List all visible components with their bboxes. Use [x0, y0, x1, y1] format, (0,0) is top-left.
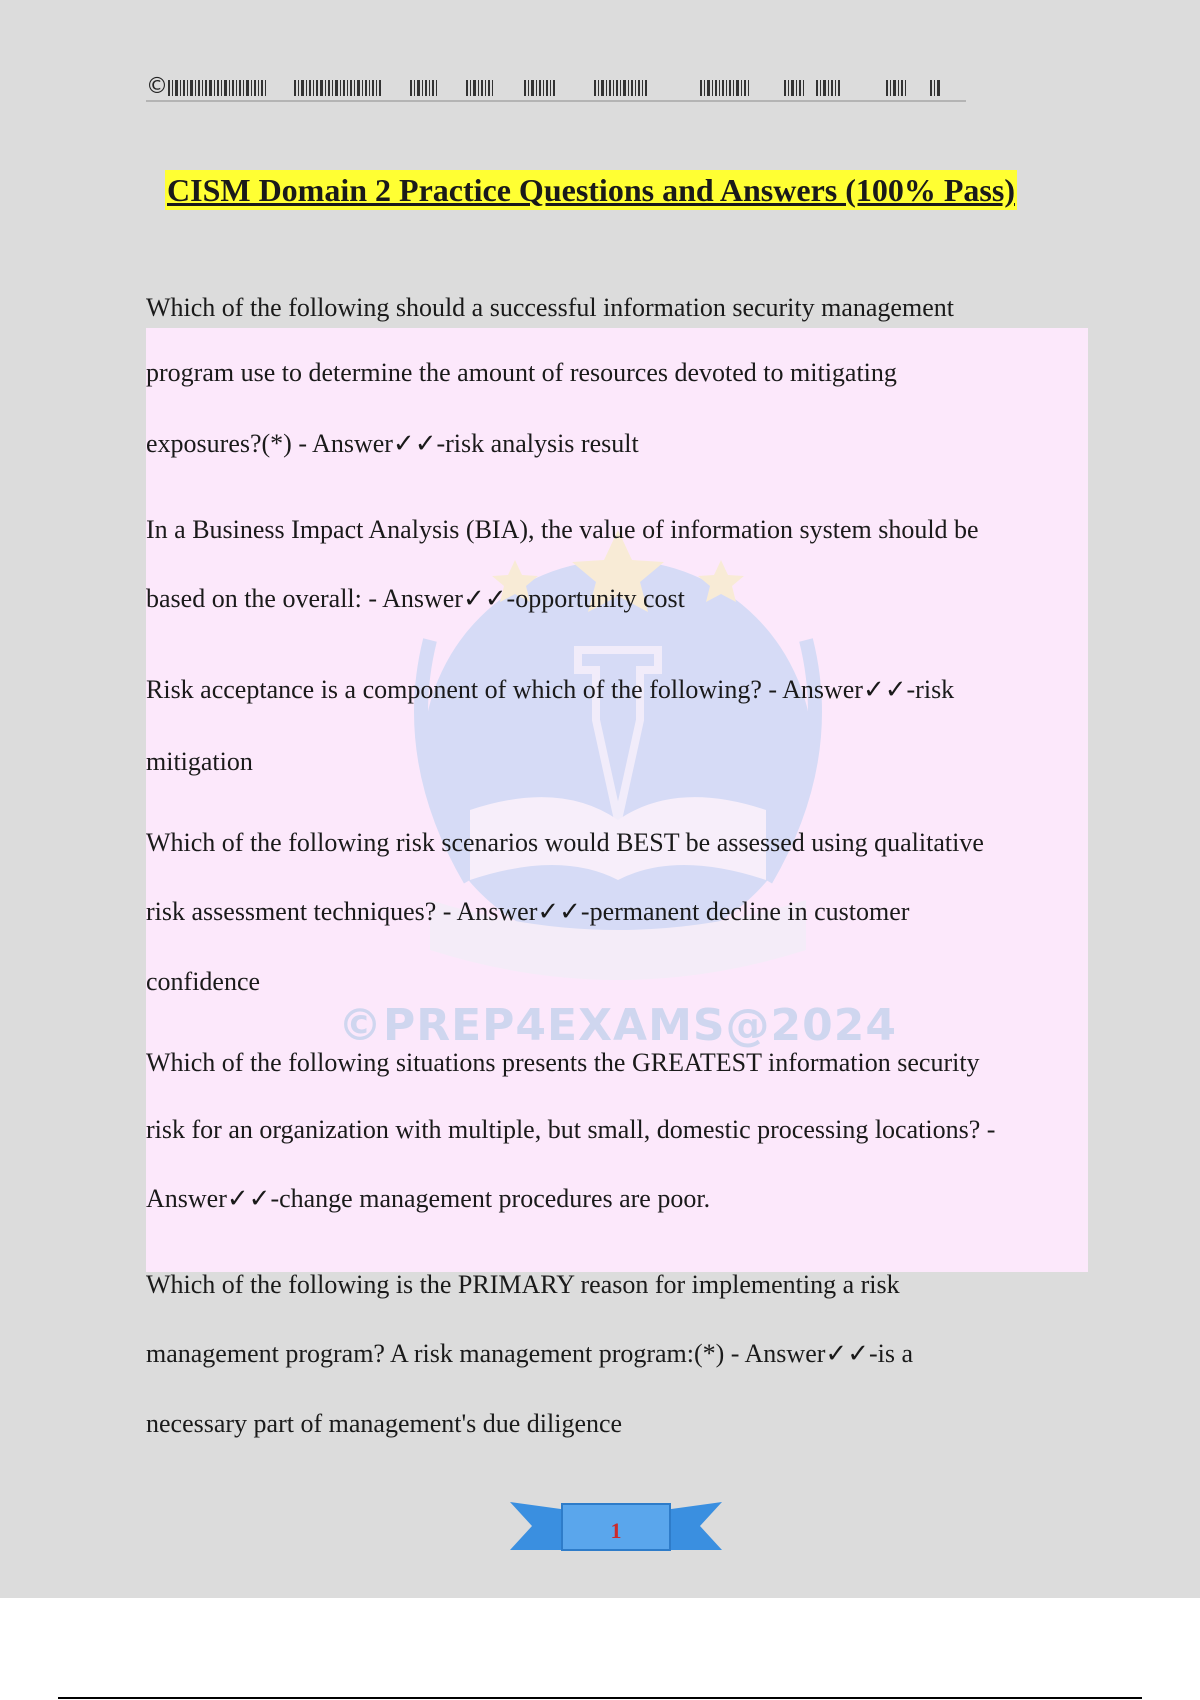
qa-line: Which of the following risk scenarios would BEST be assessed using qualitative	[146, 828, 984, 857]
qa-line: program use to determine the amount of resources devoted to mitigating	[146, 358, 897, 387]
qa-line: mitigation	[146, 747, 253, 776]
footer-divider	[58, 1697, 1142, 1699]
qa-line: necessary part of management's due diligence	[146, 1409, 623, 1438]
qa-line: In a Business Impact Analysis (BIA), the value of information system should be	[146, 515, 979, 544]
qa-line: Answer✓✓-change management procedures are poor.	[146, 1184, 711, 1213]
qa-line: based on the overall: - Answer✓✓-opportunity cost	[146, 584, 685, 613]
page-number: 1	[610, 1518, 622, 1543]
qa-line: confidence	[146, 967, 261, 996]
qa-line: Risk acceptance is a component of which of the following? - Answer✓✓-risk	[146, 675, 955, 704]
qa-line: exposures?(*) - Answer✓✓-risk analysis result	[146, 429, 639, 458]
page-title: CISM Domain 2 Practice Questions and Answers (100% Pass)	[167, 172, 1015, 208]
qa-line: risk assessment techniques? - Answer✓✓-permanent decline in customer	[146, 897, 910, 926]
watermark-text: ©PREP4EXAMS@2024	[338, 1000, 898, 1051]
qa-line: Which of the following is the PRIMARY reason for implementing a risk	[146, 1270, 900, 1299]
qa-line: Which of the following should a successful information security management	[146, 293, 954, 322]
copyright-mark: ©	[146, 74, 168, 99]
qa-line: Which of the following situations presents the GREATEST information security	[146, 1048, 980, 1077]
header-barcode-icon	[146, 72, 966, 106]
qa-line: risk for an organization with multiple, but small, domestic processing locations? -	[146, 1115, 996, 1144]
qa-line: management program? A risk management program:(*) - Answer✓✓-is a	[146, 1339, 914, 1368]
